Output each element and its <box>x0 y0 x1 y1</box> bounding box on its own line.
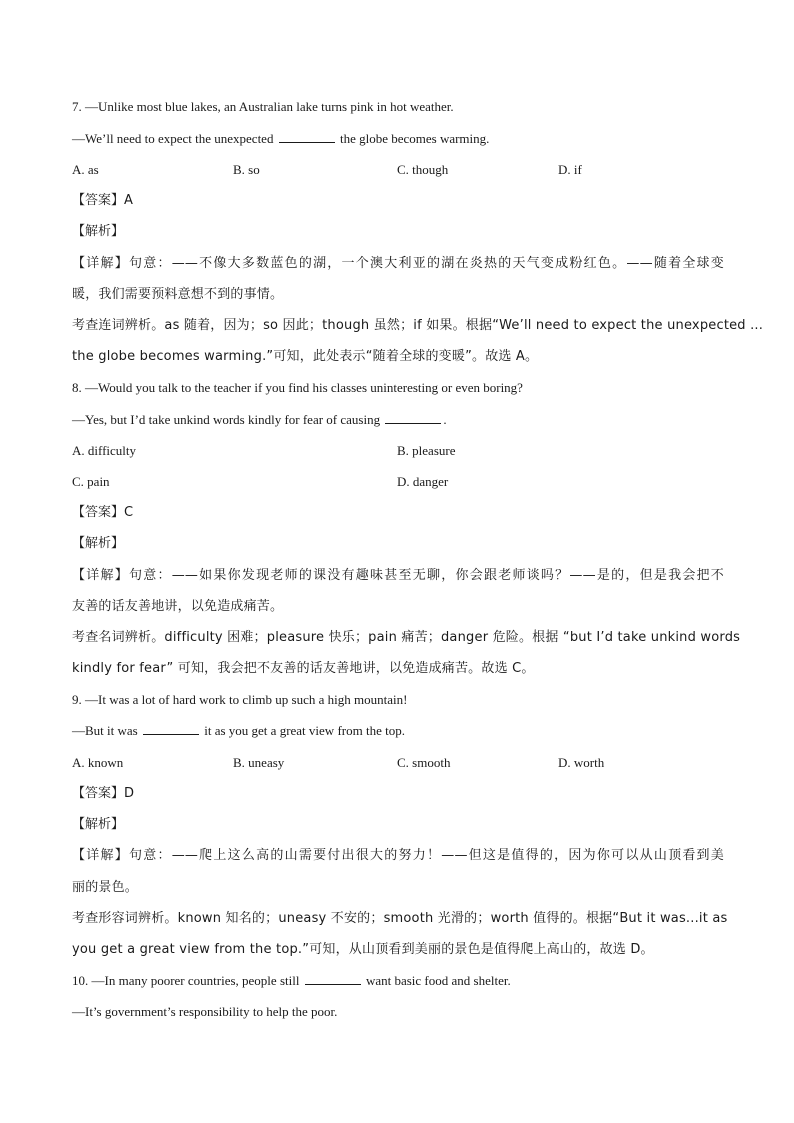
q9-detail-line-3: 考查形容词辨析。known 知名的；uneasy 不安的；smooth 光滑的；worth 值得的。根据“But it was...it as <box>72 911 728 926</box>
q9-detail-line-1: 【详解】句意：——爬上这么高的山需要付出很大的努力！——但这是值得的，因为你可以从山顶看到美 <box>72 848 724 863</box>
q8-detail-line-3: 考查名词辨析。difficulty 困难；pleasure 快乐；pain 痛苦；danger 危险。根据 “but I’d take unkind words <box>72 630 741 645</box>
q8-dialogue-line <box>72 411 724 429</box>
q8-detail-line-2: 友善的话友善地讲，以免造成痛苦。 <box>72 599 284 614</box>
q8-line-pre: —Yes, but I’d take unkind words kindly for fear of causing <box>72 412 381 427</box>
q9-option-b: B. uneasy <box>233 755 285 770</box>
q8-option-c: C. pain <box>72 474 110 489</box>
q9-dialogue-line <box>72 722 724 740</box>
q9-detail-line-2: 丽的景色。 <box>72 880 139 895</box>
q8-detail-line-1: 【详解】句意：——如果你发现老师的课没有趣味甚至无聊，你会跟老师谈吗？——是的，但是我会把不 <box>72 568 724 583</box>
q9-option-a: A. known <box>72 755 124 770</box>
q7-detail-line-4: the globe becomes warming.”可知，此处表示“随着全球的变暖”。故选 A。 <box>72 349 539 364</box>
q8-option-b: B. pleasure <box>397 443 456 458</box>
q9-analysis-heading: 【解析】 <box>72 817 125 832</box>
q7-line-post: the globe becomes warming. <box>339 131 490 146</box>
q7-detail-line-3: 考查连词辨析。as 随着，因为；so 因此；though 虽然；if 如果。根据“We’ll need to expect the unexpected ... <box>72 318 764 333</box>
q7-stem: 7. —Unlike most blue lakes, an Australian lake turns pink in hot weather. <box>72 99 454 114</box>
q8-line-post: . <box>443 412 447 427</box>
q7-option-c: C. though <box>397 162 449 177</box>
q10-stem-post: want basic food and shelter. <box>365 973 511 988</box>
q7-option-d: D. if <box>558 162 582 177</box>
q10-blank <box>305 972 361 985</box>
q7-line-pre: —We’ll need to expect the unexpected <box>72 131 274 146</box>
q9-option-c: C. smooth <box>397 755 451 770</box>
q10-dialogue-line: —It’s government’s responsibility to help the poor. <box>72 1004 338 1019</box>
q9-answer: 【答案】D <box>72 786 135 801</box>
q8-analysis-heading: 【解析】 <box>72 536 125 551</box>
q7-option-b: B. so <box>233 162 260 177</box>
q9-detail-line-4: you get a great view from the top.”可知，从山顶看到美丽的景色是值得爬上高山的，故选 D。 <box>72 942 654 957</box>
q7-detail-line-1: 【详解】句意：——不像大多数蓝色的湖，一个澳大利亚的湖在炎热的天气变成粉红色。——随着全球变 <box>72 256 724 271</box>
q8-option-d: D. danger <box>397 474 449 489</box>
q7-answer: 【答案】A <box>72 193 133 208</box>
q7-analysis-heading: 【解析】 <box>72 224 125 239</box>
q7-blank <box>279 130 335 143</box>
q9-stem: 9. —It was a lot of hard work to climb up such a high mountain! <box>72 692 408 707</box>
q8-option-a: A. difficulty <box>72 443 137 458</box>
q9-line-pre: —But it was <box>72 723 138 738</box>
q7-detail-line-2: 暖，我们需要预料意想不到的事情。 <box>72 287 284 302</box>
q7-dialogue-line <box>72 130 724 148</box>
q9-line-post: it as you get a great view from the top. <box>204 723 405 738</box>
q8-blank <box>385 411 441 424</box>
q7-option-a: A. as <box>72 162 99 177</box>
q8-answer: 【答案】C <box>72 505 134 520</box>
q8-stem: 8. —Would you talk to the teacher if you find his classes uninteresting or even boring? <box>72 380 523 395</box>
q10-stem-pre: 10. —In many poorer countries, people still <box>72 973 300 988</box>
q8-detail-line-4: kindly for fear” 可知，我会把不友善的话友善地讲，以免造成痛苦。故选 C。 <box>72 661 535 676</box>
q9-option-d: D. worth <box>558 755 605 770</box>
q10-stem <box>72 972 724 990</box>
q9-blank <box>143 722 199 735</box>
